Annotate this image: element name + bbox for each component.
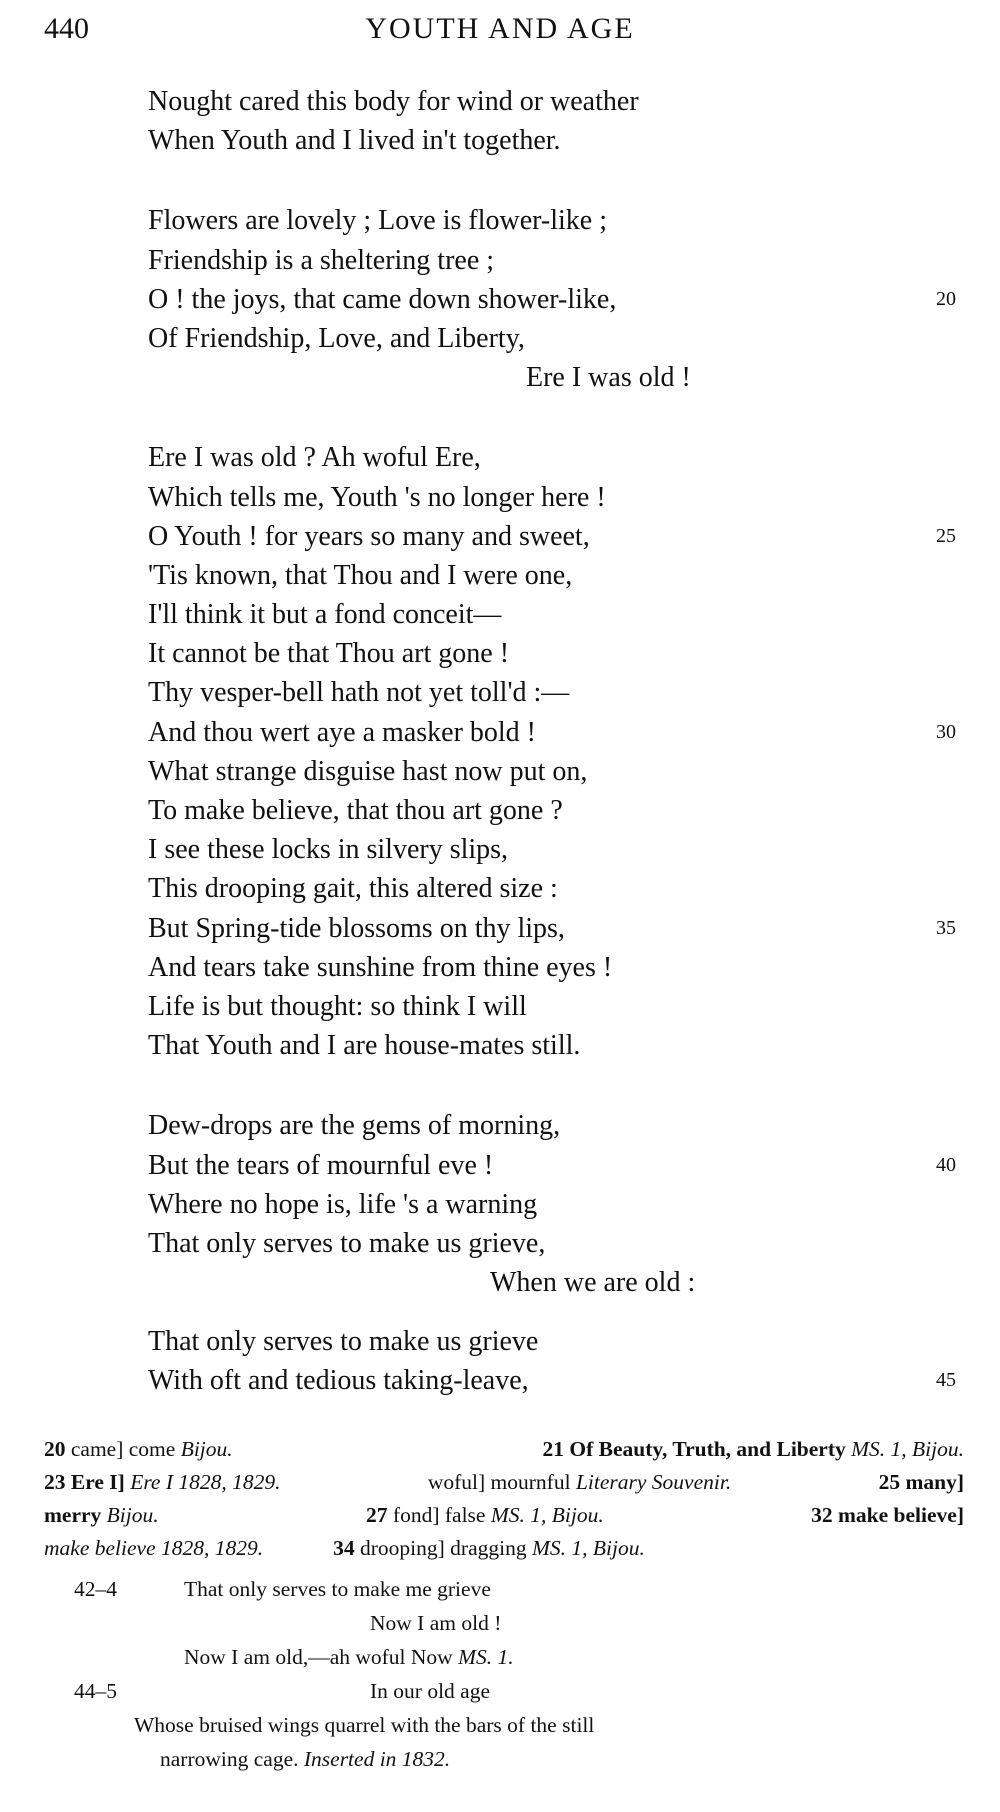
variant-row xyxy=(44,1742,964,1776)
variant-row xyxy=(44,1674,964,1708)
poem-line xyxy=(148,121,968,160)
variant-line: narrowing cage. Inserted in 1832. xyxy=(160,1747,451,1771)
line-number: 35 xyxy=(936,916,956,939)
variant-row xyxy=(44,1640,964,1674)
poem-line-text: Thy vesper-bell hath not yet toll'd :— xyxy=(148,677,570,709)
poem-line-text: 'Tis known, that Thou and I were one, xyxy=(148,559,573,591)
poem-line-text: But the tears of mournful eve ! xyxy=(148,1149,494,1181)
poem-line-text: I see these locks in silvery slips, xyxy=(148,834,509,866)
poem-line-text: That only serves to make us grieve xyxy=(148,1326,539,1358)
poem-line-text: Of Friendship, Love, and Liberty, xyxy=(148,322,525,354)
line-number: 20 xyxy=(936,287,956,310)
stanza xyxy=(148,438,968,1065)
note-entry: 25 many] xyxy=(878,1470,964,1494)
line-number: 25 xyxy=(936,524,956,547)
poem-line xyxy=(148,713,968,752)
stanza xyxy=(148,1106,968,1302)
poem-line xyxy=(148,987,968,1026)
poem-line-text: Dew-drops are the gems of morning, xyxy=(148,1110,561,1142)
poem-line xyxy=(148,82,968,121)
poem-line-text: That only serves to make us grieve, xyxy=(148,1227,546,1259)
poem-line xyxy=(148,909,968,948)
textual-notes xyxy=(44,1433,964,1565)
poem-line-text: O ! the joys, that came down shower-like, xyxy=(148,283,617,315)
poem-line xyxy=(148,1106,968,1145)
variant-label: 42–4 xyxy=(74,1577,117,1601)
poem-line-text: To make believe, that thou art gone ? xyxy=(148,795,563,826)
poem-line-text: I'll think it but a fond conceit— xyxy=(148,599,502,631)
poem-line-text: What strange disguise hast now put on, xyxy=(148,755,588,787)
variant-readings xyxy=(44,1572,964,1776)
poem-line xyxy=(148,948,968,987)
poem-line xyxy=(148,1185,968,1224)
page-header xyxy=(0,12,1000,56)
poem-line-text: When Youth and I lived in't together. xyxy=(148,125,561,157)
note-entry: 21 Of Beauty, Truth, and Liberty MS. 1, Bijou. xyxy=(542,1437,964,1461)
variant-line: Whose bruised wings quarrel with the bars of the still xyxy=(134,1713,595,1737)
poem-line xyxy=(148,478,968,517)
page-number: 440 xyxy=(44,12,89,45)
poem-line-text: Life is but thought: so think I will xyxy=(148,990,527,1022)
note-row xyxy=(44,1433,964,1466)
variant-label: 44–5 xyxy=(74,1679,117,1703)
note-entry: 20 came] come Bijou. xyxy=(44,1437,233,1461)
poem-line-text: And tears take sunshine from thine eyes ! xyxy=(148,951,613,983)
poem-line xyxy=(148,358,968,397)
poem-line-text: That Youth and I are house-mates still. xyxy=(148,1030,581,1062)
poem-line xyxy=(148,830,968,869)
poem-line xyxy=(148,869,968,908)
stanza xyxy=(148,201,968,397)
note-entry: make believe 1828, 1829. xyxy=(44,1536,264,1560)
poem-text xyxy=(148,82,968,1401)
poem-line-text: Friendship is a sheltering tree ; xyxy=(148,244,495,276)
variant-row xyxy=(44,1708,964,1742)
stanza xyxy=(148,82,968,160)
poem-line-text: This drooping gait, this altered size : xyxy=(148,873,558,905)
poem-line-text: Nought cared this body for wind or weather xyxy=(148,86,639,117)
poem-line-text: With oft and tedious taking-leave, xyxy=(148,1365,529,1397)
poem-line-text: Where no hope is, life 's a warning xyxy=(148,1188,538,1220)
variant-row xyxy=(44,1606,964,1640)
poem-line xyxy=(148,201,968,240)
poem-line xyxy=(148,595,968,634)
poem-line xyxy=(148,634,968,673)
poem-line xyxy=(148,1146,968,1185)
stanza xyxy=(148,1322,968,1400)
poem-line-text: And thou wert aye a masker bold ! xyxy=(148,716,536,748)
variant-line: In our old age xyxy=(370,1679,491,1703)
variant-line: Now I am old ! xyxy=(370,1611,502,1635)
poem-line xyxy=(148,319,968,358)
note-entry: merry Bijou. xyxy=(44,1503,159,1527)
poem-line xyxy=(148,673,968,712)
poem-line xyxy=(148,1026,968,1065)
line-number: 45 xyxy=(936,1369,956,1392)
poem-line xyxy=(148,241,968,280)
poem-line-text: When we are old : xyxy=(490,1267,696,1299)
poem-line-text: But Spring-tide blossoms on thy lips, xyxy=(148,912,565,944)
poem-line-text: Which tells me, Youth 's no longer here ! xyxy=(148,481,606,513)
poem-line xyxy=(148,438,968,477)
poem-line xyxy=(148,1224,968,1263)
poem-line xyxy=(148,280,968,319)
note-entry: 32 make believe] xyxy=(811,1503,964,1527)
variant-row xyxy=(44,1572,964,1606)
line-number: 30 xyxy=(936,720,956,743)
poem-line-text: It cannot be that Thou art gone ! xyxy=(148,638,510,670)
poem-line xyxy=(148,556,968,595)
note-entry: 34 drooping] dragging MS. 1, Bijou. xyxy=(333,1536,645,1560)
note-row xyxy=(44,1466,964,1499)
poem-line xyxy=(148,752,968,791)
variant-line: Now I am old,—ah woful Now MS. 1. xyxy=(184,1645,514,1669)
note-row xyxy=(44,1532,964,1565)
poem-line-text: Ere I was old ? Ah woful Ere, xyxy=(148,442,481,474)
poem-line-text: Flowers are lovely ; Love is flower-like ; xyxy=(148,205,607,237)
note-entry: 23 Ere I] Ere I 1828, 1829. xyxy=(44,1470,281,1494)
line-number: 40 xyxy=(936,1153,956,1176)
poem-line-text: O Youth ! for years so many and sweet, xyxy=(148,520,590,552)
poem-line xyxy=(148,1263,968,1302)
poem-line xyxy=(148,791,968,830)
poem-line xyxy=(148,1322,968,1361)
note-row xyxy=(44,1499,964,1532)
variant-line: That only serves to make me grieve xyxy=(184,1577,491,1601)
poem-line xyxy=(148,517,968,556)
running-head: YOUTH AND AGE xyxy=(365,12,635,45)
poem-line xyxy=(148,1361,968,1400)
poem-line-text: Ere I was old ! xyxy=(526,362,691,394)
note-entry: 27 fond] false MS. 1, Bijou. xyxy=(366,1503,604,1527)
note-entry: woful] mournful Literary Souvenir. xyxy=(427,1470,732,1494)
